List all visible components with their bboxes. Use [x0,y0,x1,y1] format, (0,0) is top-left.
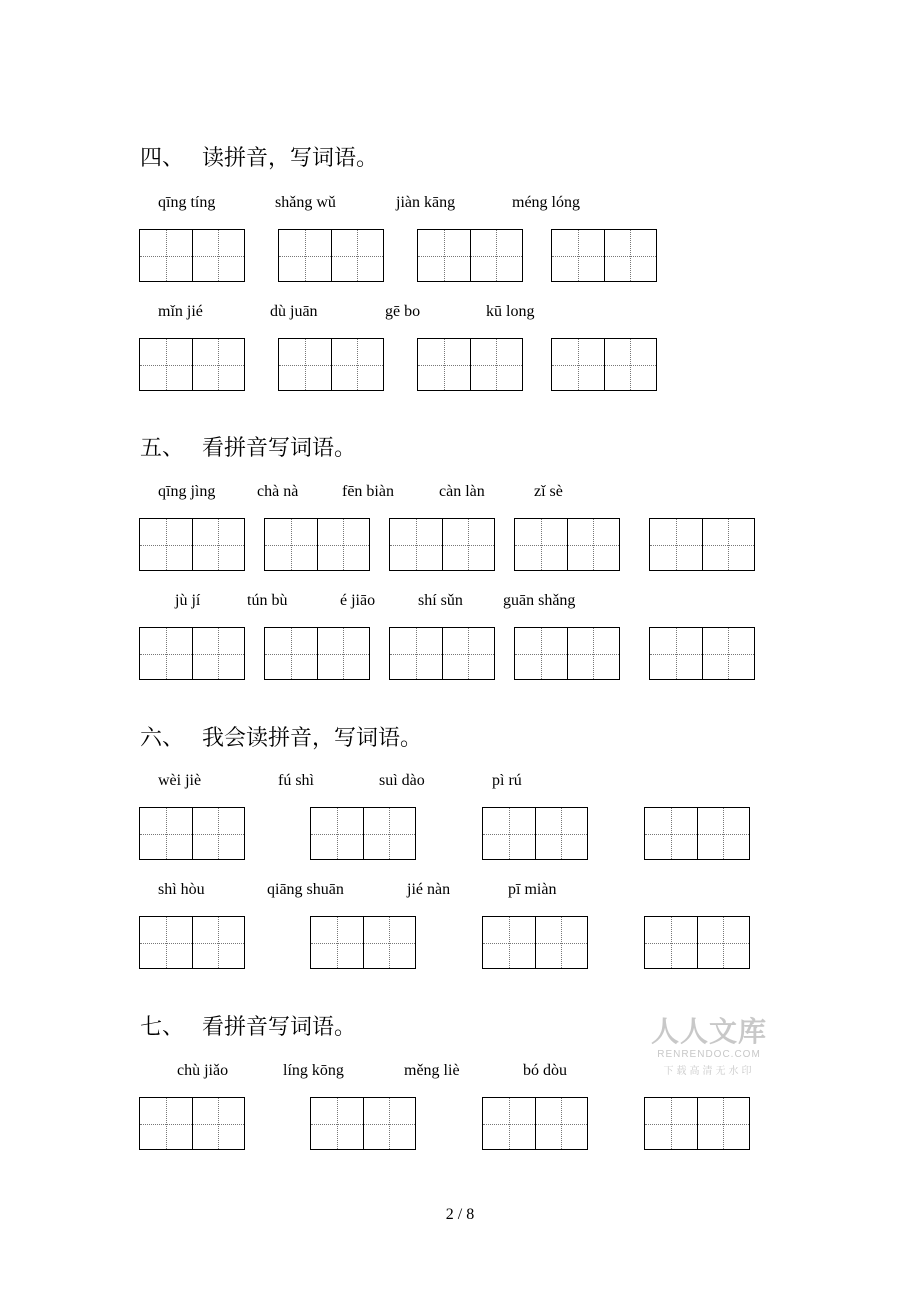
pinyin-label: shí sǔn [418,592,463,609]
pinyin-label: jiàn kāng [396,194,456,211]
section-heading-6 [140,728,422,750]
pinyin-label: tún bù [247,592,288,609]
page-number: 2 / 8 [445,1206,475,1223]
pinyin-label: bó dòu [523,1062,567,1079]
writing-grid[interactable] [644,916,750,969]
pinyin-label: càn làn [439,483,485,500]
watermark-site: RENRENDOC.COM [657,1049,761,1060]
writing-grid[interactable] [551,229,657,282]
writing-grid[interactable] [139,1097,245,1150]
writing-grid[interactable] [649,518,755,571]
watermark-title: 人人文库 [650,1015,767,1048]
pinyin-label: fēn biàn [342,483,394,500]
section-heading-4 [140,148,378,170]
writing-grid[interactable] [417,338,523,391]
pinyin-label: zǐ sè [534,483,563,500]
section-heading-5 [140,438,356,460]
section-title: 读拼音，写词语。 [202,146,379,171]
section-number: 六、 [140,726,185,751]
pinyin-label: qīng jìng [158,483,216,500]
writing-grid[interactable] [139,807,245,860]
writing-grid[interactable] [644,1097,750,1150]
pinyin-label: wèi jiè [158,772,202,789]
pinyin-label: pī miàn [508,881,557,898]
pinyin-label: jù jí [175,592,201,609]
writing-grid[interactable] [551,338,657,391]
pinyin-label: pì rú [492,772,522,789]
writing-grid[interactable] [139,916,245,969]
writing-grid[interactable] [482,807,588,860]
writing-grid[interactable] [310,1097,416,1150]
pinyin-label: gē bo [385,303,421,320]
writing-grid[interactable] [649,627,755,680]
writing-grid[interactable] [310,807,416,860]
writing-grid[interactable] [139,229,245,282]
writing-grid[interactable] [278,338,384,391]
writing-grid[interactable] [482,1097,588,1150]
pinyin-label: dù juān [270,303,318,320]
writing-grid[interactable] [278,229,384,282]
section-number: 五、 [140,436,185,461]
section-title: 我会读拼音，写词语。 [202,726,423,751]
pinyin-label: líng kōng [283,1062,344,1079]
writing-grid[interactable] [514,518,620,571]
pinyin-label: kū long [486,303,535,320]
watermark [646,1015,772,1077]
writing-grid[interactable] [482,916,588,969]
writing-grid[interactable] [514,627,620,680]
writing-grid[interactable] [389,518,495,571]
section-number: 四、 [140,146,185,171]
writing-grid[interactable] [139,627,245,680]
pinyin-label: měng liè [404,1062,460,1079]
writing-grid[interactable] [264,518,370,571]
writing-grid[interactable] [139,518,245,571]
section-heading-7 [140,1017,356,1039]
pinyin-label: shǎng wǔ [275,194,336,211]
pinyin-label: qīng tíng [158,194,216,211]
pinyin-label: chù jiǎo [177,1062,229,1079]
pinyin-label: jié nàn [407,881,451,898]
pinyin-label: qiāng shuān [267,881,344,898]
pinyin-label: guān shǎng [503,592,576,609]
pinyin-label: chà nà [257,483,299,500]
section-title: 看拼音写词语。 [202,436,357,461]
writing-grid[interactable] [264,627,370,680]
writing-grid[interactable] [389,627,495,680]
watermark-tagline: 下载高清无水印 [663,1066,755,1077]
section-title: 看拼音写词语。 [202,1015,357,1040]
pinyin-label: mǐn jié [158,303,203,320]
section-number: 七、 [140,1015,185,1040]
writing-grid[interactable] [139,338,245,391]
pinyin-label: shì hòu [158,881,205,898]
pinyin-label: suì dào [379,772,425,789]
writing-grid[interactable] [417,229,523,282]
writing-grid[interactable] [310,916,416,969]
writing-grid[interactable] [644,807,750,860]
pinyin-label: méng lóng [512,194,580,211]
pinyin-label: é jiāo [340,592,376,609]
pinyin-label: fú shì [278,772,314,789]
